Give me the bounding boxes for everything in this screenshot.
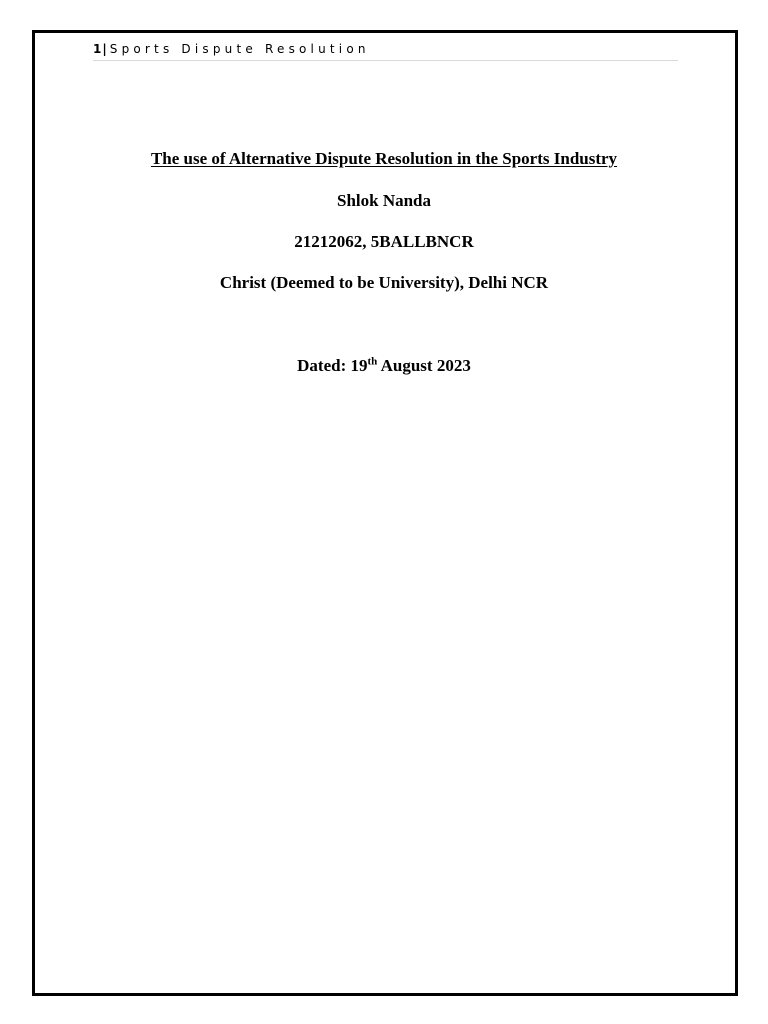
date-ordinal-suffix: th (367, 355, 378, 368)
date-prefix: Dated: 19 (297, 356, 368, 375)
institution-name: Christ (Deemed to be University), Delhi NCR (219, 273, 549, 292)
page-header (93, 42, 678, 61)
student-id: 21212062, 5BALLBNCR (294, 232, 474, 251)
date-rest: August 2023 (377, 356, 471, 375)
running-title: Sports Dispute Resolution (109, 42, 370, 56)
header-separator: | (102, 42, 107, 56)
page-border (32, 30, 738, 996)
document-date (33, 356, 735, 376)
document-title: The use of Alternative Dispute Resolution in the Sports Industry (150, 149, 618, 168)
author-name: Shlok Nanda (336, 191, 432, 210)
page-number: 1 (93, 42, 102, 56)
